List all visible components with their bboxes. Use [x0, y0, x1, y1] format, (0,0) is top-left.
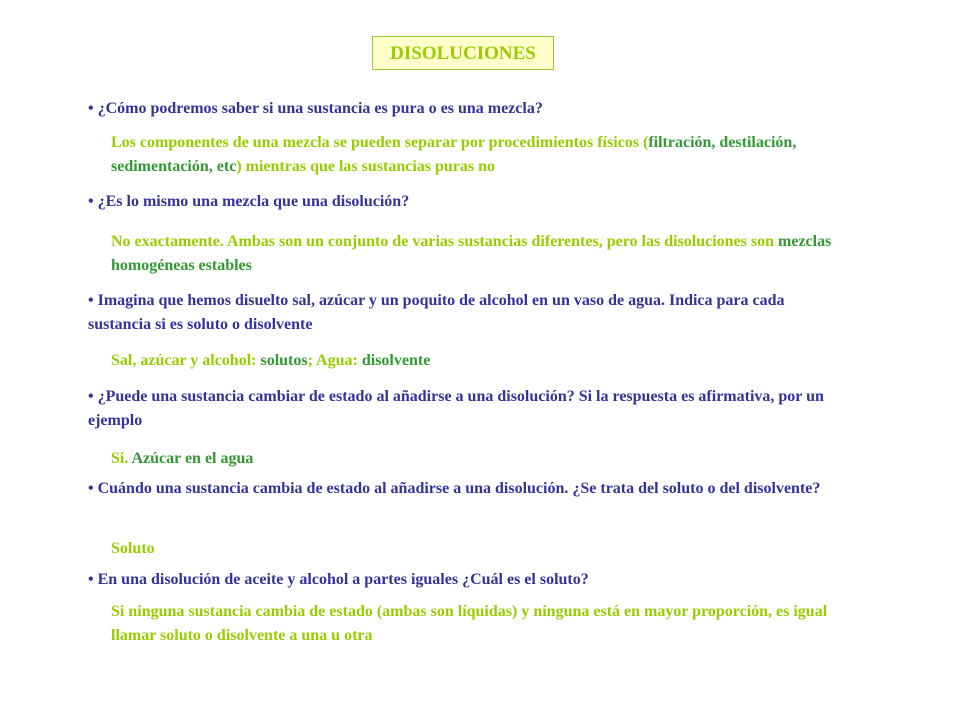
answer-2-highlight: mezclas homogéneas estables — [111, 233, 832, 274]
answer-3-part-a: Sal, azúcar y alcohol: — [111, 352, 261, 369]
answer-1 — [111, 131, 851, 179]
question-2: • ¿Es lo mismo una mezcla que una disolución? — [88, 193, 410, 210]
answer-2-part-a: No exactamente. Ambas son un conjunto de varias sustancias diferentes, pero las disoluciones son — [111, 233, 779, 250]
answer-1-part-a: Los componentes de una mezcla se pueden separar por procedimientos físicos ( — [111, 134, 649, 151]
answer-4-part-a: Si. — [111, 450, 132, 467]
answer-3-solutos: solutos — [260, 352, 308, 369]
answer-3 — [111, 349, 851, 373]
page-title: DISOLUCIONES — [372, 36, 554, 70]
answer-1-highlight: filtración, destilación, sedimentación, etc — [111, 134, 797, 175]
answer-3-disolvente: disolvente — [361, 352, 431, 369]
answer-3-part-c: ; Agua: — [307, 352, 362, 369]
answer-5: Soluto — [111, 540, 155, 557]
answer-4-highlight: Azúcar en el agua — [131, 450, 254, 467]
question-6: • En una disolución de aceite y alcohol a partes iguales ¿Cuál es el soluto? — [88, 571, 589, 588]
question-5: • Cuándo una sustancia cambia de estado al añadirse a una disolución. ¿Se trata del soluto o del disolvente? — [88, 480, 821, 497]
answer-6: Si ninguna sustancia cambia de estado (ambas son líquidas) y ninguna está en mayor proporción, es igual llamar soluto o disolvente a una u otra — [111, 603, 828, 644]
question-3: • Imagina que hemos disuelto sal, azúcar y un poquito de alcohol en un vaso de agua. Indica para cada sustancia si es soluto o disolvente — [88, 292, 785, 333]
answer-1-part-c: ) mientras que las sustancias puras no — [236, 158, 496, 175]
question-4: • ¿Puede una sustancia cambiar de estado al añadirse a una disolución? Si la respuesta es afirmativa, por un ejemplo — [88, 388, 824, 429]
answer-2 — [111, 230, 851, 278]
question-1: • ¿Cómo podremos saber si una sustancia es pura o es una mezcla? — [88, 100, 543, 117]
answer-4 — [111, 447, 851, 471]
